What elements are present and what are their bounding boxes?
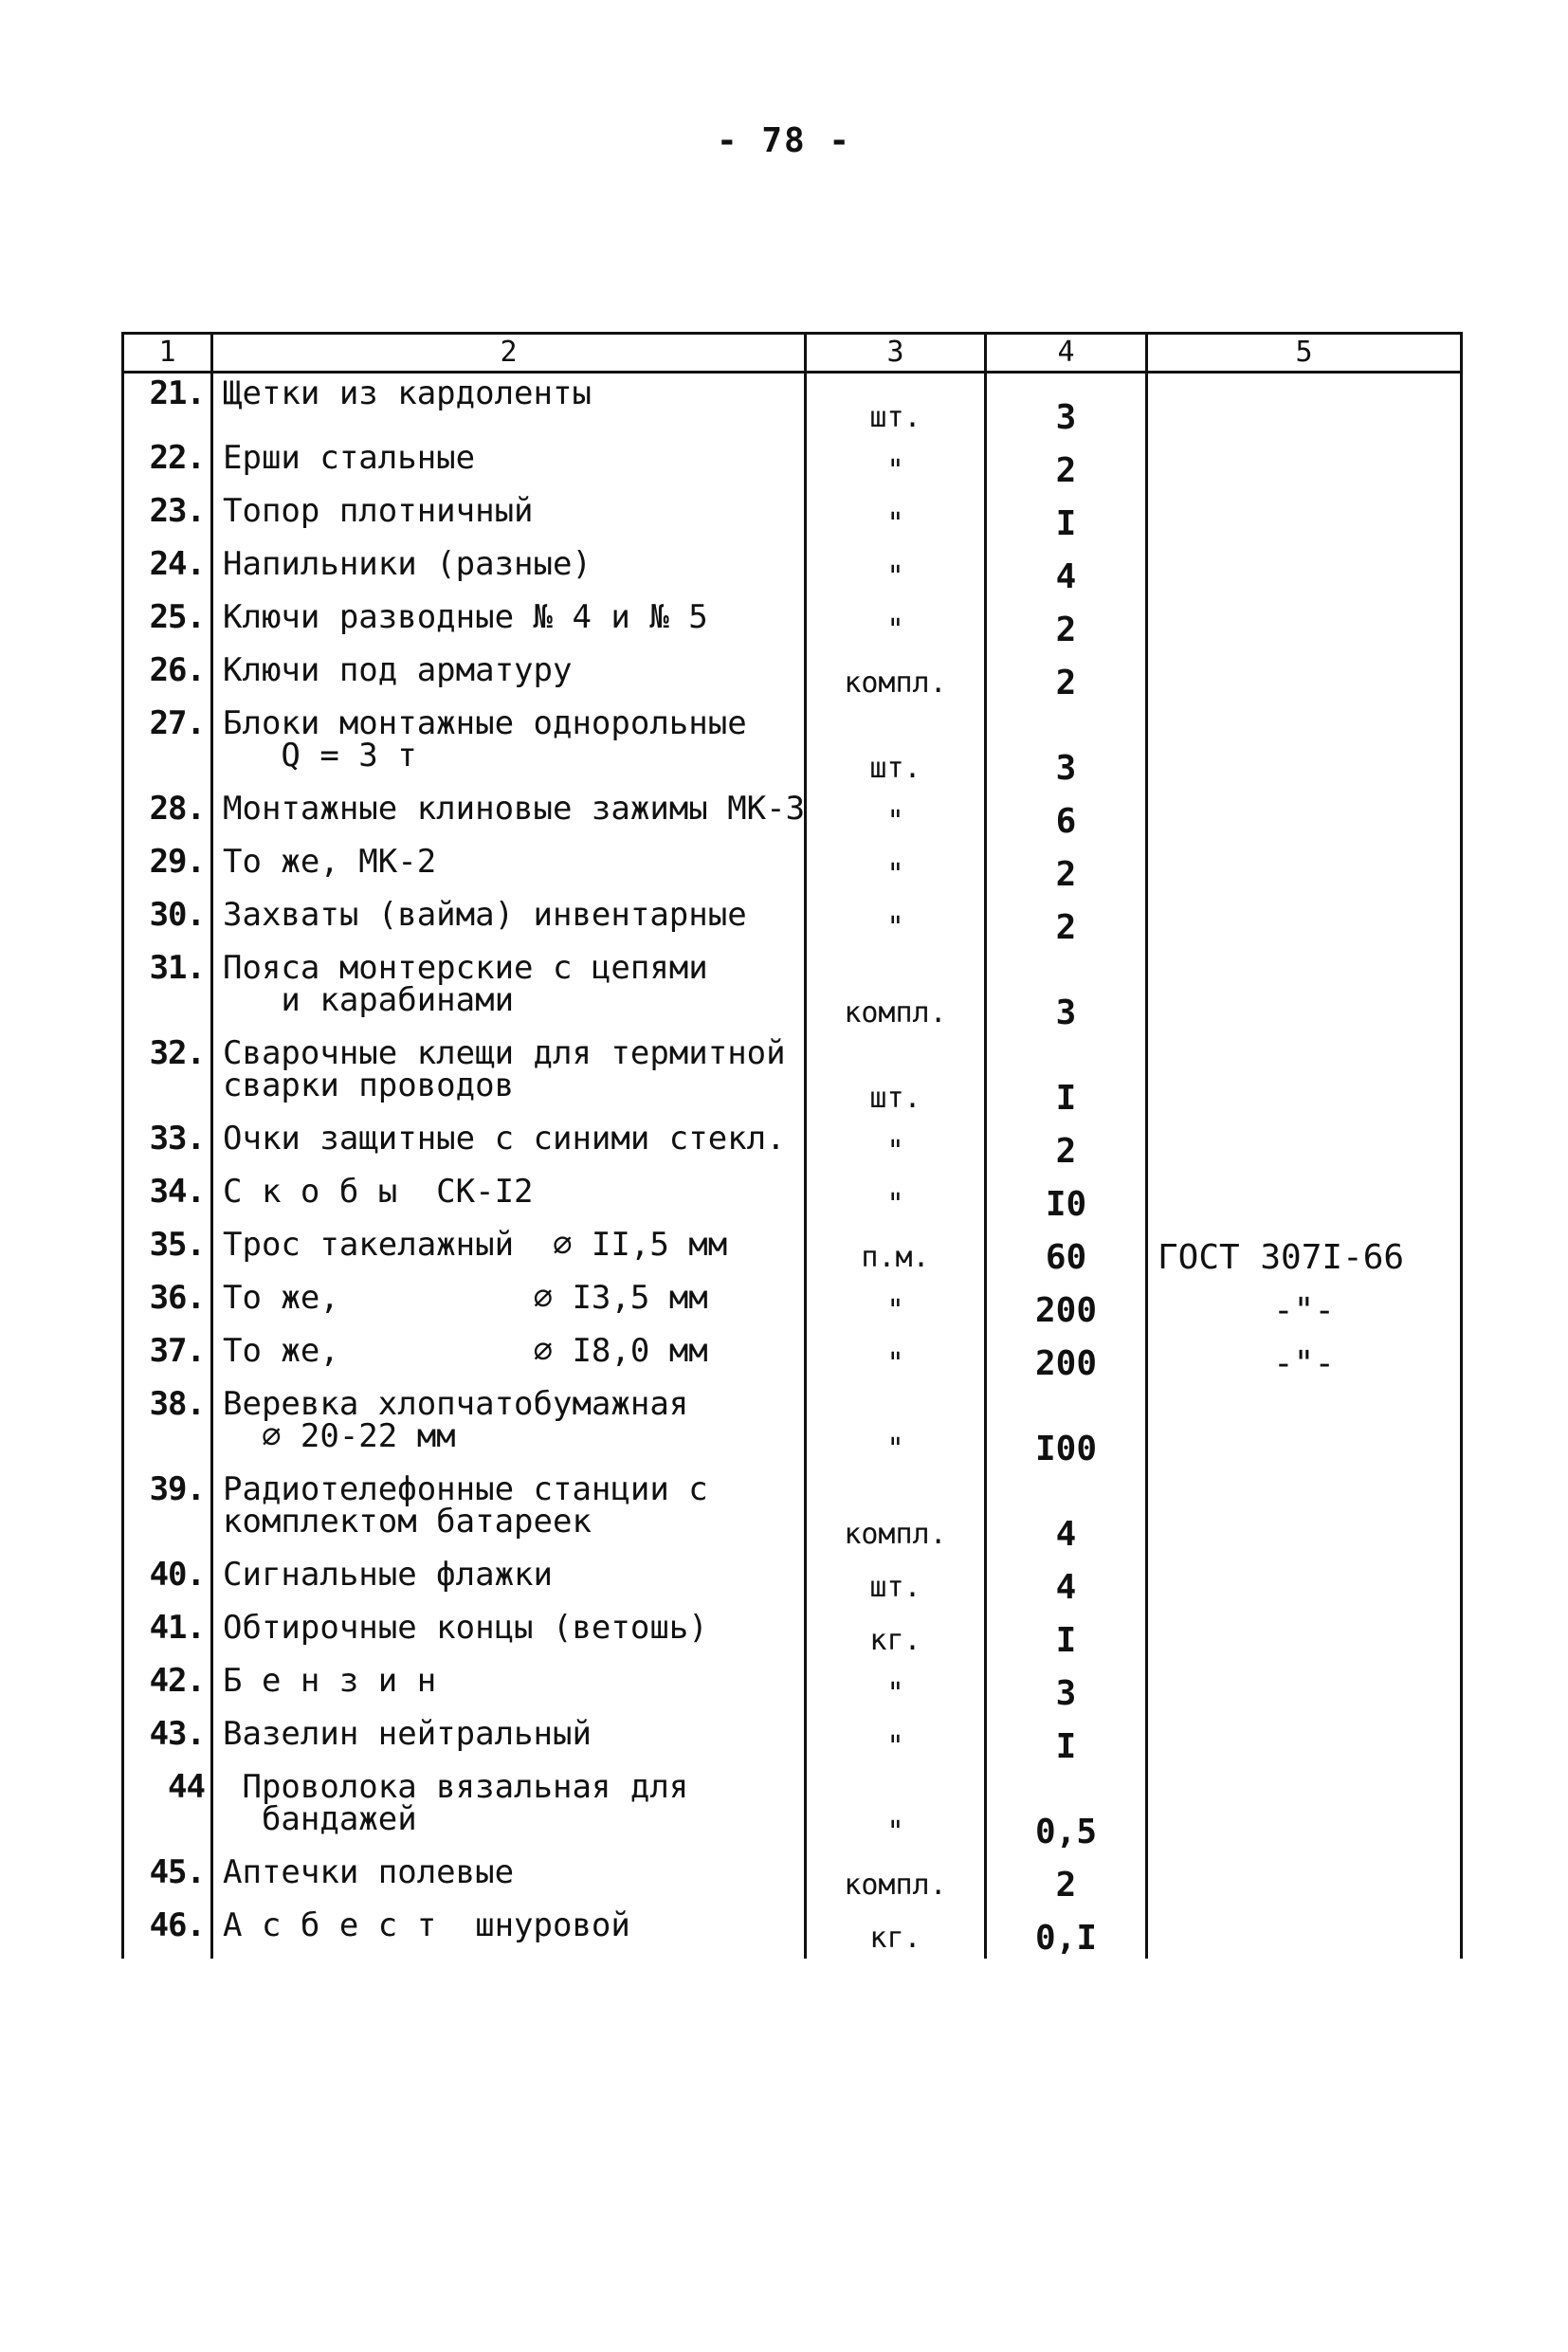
item-name: Топор плотничный (223, 492, 534, 530)
row-number: 45. (123, 1852, 212, 1905)
table-row (123, 544, 1462, 597)
item-name: То же, ∅ I8,0 мм (223, 1332, 708, 1370)
item-name-continuation: бандажей (223, 1800, 417, 1838)
item-name-cell (212, 948, 806, 1033)
note-cell (1147, 1033, 1462, 1119)
quantity-cell: 4 (986, 1555, 1147, 1608)
table-row (123, 1119, 1462, 1172)
note-cell (1147, 895, 1462, 948)
item-name: Монтажные клиновые зажимы МК-3 (223, 790, 806, 828)
note-cell (1147, 948, 1462, 1033)
item-name-cell (212, 1119, 806, 1172)
item-name: Сварочные клещи для термитной (223, 1034, 786, 1072)
item-name-continuation: Q = 3 т (223, 737, 417, 775)
quantity-cell: 3 (986, 1661, 1147, 1714)
unit-cell: кг. (806, 1905, 986, 1959)
item-name: Обтирочные концы (ветошь) (223, 1609, 708, 1647)
unit-cell: шт. (806, 1555, 986, 1608)
item-name-cell (212, 1555, 806, 1608)
note-cell (1147, 1714, 1462, 1767)
table-row (123, 842, 1462, 895)
table-row (123, 1608, 1462, 1661)
quantity-cell: 200 (986, 1331, 1147, 1384)
unit-cell: " (806, 895, 986, 948)
item-name: С к о б ы СК-I2 (223, 1173, 534, 1211)
item-name-cell (212, 544, 806, 597)
quantity-cell: I (986, 1714, 1147, 1767)
item-name: Б е н з и н (223, 1662, 437, 1700)
unit-cell: " (806, 1119, 986, 1172)
table-row (123, 1278, 1462, 1331)
table-row (123, 1555, 1462, 1608)
unit-cell: компл. (806, 948, 986, 1033)
item-name-cell (212, 895, 806, 948)
note-cell: -"- (1147, 1278, 1462, 1331)
quantity-cell: 0,5 (986, 1767, 1147, 1852)
unit-cell: " (806, 1767, 986, 1852)
quantity-cell: 2 (986, 650, 1147, 703)
row-number: 43. (123, 1714, 212, 1767)
note-cell (1147, 1119, 1462, 1172)
item-name: Щетки из кардоленты (223, 374, 592, 412)
item-name-cell (212, 789, 806, 842)
table-body (123, 373, 1462, 1960)
note-cell (1147, 597, 1462, 650)
unit-cell: " (806, 438, 986, 491)
note-cell (1147, 1469, 1462, 1555)
table-row (123, 1661, 1462, 1714)
table-row (123, 491, 1462, 544)
table-row (123, 597, 1462, 650)
item-name: Сигнальные флажки (223, 1556, 553, 1594)
quantity-cell: 2 (986, 842, 1147, 895)
table-row (123, 1033, 1462, 1119)
item-name: Ключи разводные № 4 и № 5 (223, 598, 708, 636)
quantity-cell: 2 (986, 1119, 1147, 1172)
row-number: 23. (123, 491, 212, 544)
row-number: 32. (123, 1033, 212, 1119)
item-name-cell (212, 438, 806, 491)
table-row (123, 438, 1462, 491)
quantity-cell: 4 (986, 544, 1147, 597)
equipment-table (121, 332, 1463, 1959)
table-row (123, 1469, 1462, 1555)
quantity-cell: 2 (986, 895, 1147, 948)
note-cell: -"- (1147, 1331, 1462, 1384)
item-name: Трос такелажный ∅ II,5 мм (223, 1226, 728, 1264)
unit-cell: компл. (806, 1852, 986, 1905)
header-col-5: 5 (1147, 334, 1462, 373)
table-row (123, 1172, 1462, 1225)
unit-cell: шт. (806, 1033, 986, 1119)
note-cell (1147, 789, 1462, 842)
note-cell (1147, 842, 1462, 895)
table-row (123, 948, 1462, 1033)
note-cell (1147, 703, 1462, 789)
header-col-3: 3 (806, 334, 986, 373)
table-row (123, 1852, 1462, 1905)
item-name-cell (212, 491, 806, 544)
item-name: Ерши стальные (223, 439, 476, 477)
quantity-cell: I (986, 1608, 1147, 1661)
quantity-cell: 6 (986, 789, 1147, 842)
item-name-cell (212, 1905, 806, 1959)
quantity-cell: 2 (986, 1852, 1147, 1905)
unit-cell: шт. (806, 373, 986, 439)
row-number: 25. (123, 597, 212, 650)
item-name-continuation: и карабинами (223, 981, 515, 1019)
item-name-cell (212, 1033, 806, 1119)
table-row (123, 895, 1462, 948)
quantity-cell: I (986, 1033, 1147, 1119)
row-number: 24. (123, 544, 212, 597)
table-row (123, 650, 1462, 703)
item-name-cell (212, 1384, 806, 1469)
header-col-1: 1 (123, 334, 212, 373)
note-cell (1147, 491, 1462, 544)
row-number: 29. (123, 842, 212, 895)
item-name-cell (212, 1661, 806, 1714)
quantity-cell: 3 (986, 373, 1147, 439)
note-cell (1147, 544, 1462, 597)
item-name: А с б е с т шнуровой (223, 1906, 630, 1944)
item-name-continuation: ∅ 20-22 мм (223, 1417, 456, 1455)
item-name-cell (212, 1225, 806, 1278)
quantity-cell: 2 (986, 597, 1147, 650)
row-number: 26. (123, 650, 212, 703)
note-cell (1147, 1555, 1462, 1608)
row-number: 38. (123, 1384, 212, 1469)
table-row (123, 703, 1462, 789)
note-cell (1147, 373, 1462, 439)
quantity-cell: I0 (986, 1172, 1147, 1225)
table-row (123, 1767, 1462, 1852)
note-cell (1147, 1172, 1462, 1225)
unit-cell: п.м. (806, 1225, 986, 1278)
item-name-cell (212, 1278, 806, 1331)
item-name: То же, МК-2 (223, 843, 437, 881)
item-name-cell (212, 1331, 806, 1384)
unit-cell: " (806, 1714, 986, 1767)
unit-cell: " (806, 1278, 986, 1331)
note-cell (1147, 1384, 1462, 1469)
table-row (123, 1714, 1462, 1767)
row-number: 22. (123, 438, 212, 491)
table-row (123, 373, 1462, 439)
page-number: - 78 - (716, 121, 852, 160)
table-row (123, 1384, 1462, 1469)
table-row (123, 789, 1462, 842)
unit-cell: шт. (806, 703, 986, 789)
unit-cell: " (806, 789, 986, 842)
item-name: Напильники (разные) (223, 545, 592, 583)
unit-cell: компл. (806, 1469, 986, 1555)
row-number: 33. (123, 1119, 212, 1172)
item-name-cell (212, 703, 806, 789)
row-number: 46. (123, 1905, 212, 1959)
item-name: Захваты (вайма) инвентарные (223, 896, 747, 934)
table-row (123, 1225, 1462, 1278)
quantity-cell: 200 (986, 1278, 1147, 1331)
row-number: 35. (123, 1225, 212, 1278)
row-number: 36. (123, 1278, 212, 1331)
unit-cell: " (806, 1384, 986, 1469)
note-cell (1147, 438, 1462, 491)
item-name: Ключи под арматуру (223, 651, 573, 689)
header-col-4: 4 (986, 334, 1147, 373)
item-name-cell (212, 1714, 806, 1767)
item-name-cell (212, 597, 806, 650)
row-number: 28. (123, 789, 212, 842)
unit-cell: " (806, 1661, 986, 1714)
note-cell (1147, 650, 1462, 703)
item-name-continuation: сварки проводов (223, 1067, 515, 1104)
note-cell (1147, 1852, 1462, 1905)
row-number: 30. (123, 895, 212, 948)
item-name: То же, ∅ I3,5 мм (223, 1279, 708, 1317)
item-name: Вазелин нейтральный (223, 1715, 592, 1753)
header-col-2: 2 (212, 334, 806, 373)
row-number: 39. (123, 1469, 212, 1555)
item-name: Аптечки полевые (223, 1853, 515, 1891)
note-cell (1147, 1608, 1462, 1661)
item-name-cell (212, 1172, 806, 1225)
quantity-cell: 0,I (986, 1905, 1147, 1959)
row-number: 40. (123, 1555, 212, 1608)
unit-cell: кг. (806, 1608, 986, 1661)
quantity-cell: 4 (986, 1469, 1147, 1555)
row-number: 31. (123, 948, 212, 1033)
quantity-cell: I (986, 491, 1147, 544)
row-number: 37. (123, 1331, 212, 1384)
quantity-cell: 60 (986, 1225, 1147, 1278)
row-number: 42. (123, 1661, 212, 1714)
table-header-row (123, 334, 1462, 373)
item-name-cell (212, 1469, 806, 1555)
item-name: Пояса монтерские с цепями (223, 949, 708, 987)
row-number: 27. (123, 703, 212, 789)
item-name: Очки защитные с синими стекл. (223, 1120, 786, 1158)
unit-cell: компл. (806, 650, 986, 703)
unit-cell: " (806, 842, 986, 895)
equipment-table-container (121, 332, 1460, 1959)
table-row (123, 1331, 1462, 1384)
item-name: Проволока вязальная для (223, 1768, 689, 1806)
item-name-cell (212, 1767, 806, 1852)
item-name-cell (212, 842, 806, 895)
item-name: Веревка хлопчатобумажная (223, 1385, 689, 1423)
quantity-cell: I00 (986, 1384, 1147, 1469)
unit-cell: " (806, 597, 986, 650)
row-number: 34. (123, 1172, 212, 1225)
unit-cell: " (806, 491, 986, 544)
unit-cell: " (806, 544, 986, 597)
item-name-cell (212, 373, 806, 439)
table-row (123, 1905, 1462, 1959)
quantity-cell: 3 (986, 948, 1147, 1033)
item-name-cell (212, 650, 806, 703)
quantity-cell: 2 (986, 438, 1147, 491)
note-cell (1147, 1905, 1462, 1959)
item-name-cell (212, 1608, 806, 1661)
item-name: Радиотелефонные станции с (223, 1470, 708, 1508)
unit-cell: " (806, 1331, 986, 1384)
row-number: 21. (123, 373, 212, 439)
item-name-cell (212, 1852, 806, 1905)
item-name-continuation: комплектом батареек (223, 1503, 592, 1541)
note-cell (1147, 1661, 1462, 1714)
quantity-cell: 3 (986, 703, 1147, 789)
note-cell: ГОСТ 307I-66 (1147, 1225, 1462, 1278)
note-cell (1147, 1767, 1462, 1852)
item-name: Блоки монтажные однорольные (223, 704, 747, 742)
row-number: 44 (123, 1767, 212, 1852)
row-number: 41. (123, 1608, 212, 1661)
unit-cell: " (806, 1172, 986, 1225)
